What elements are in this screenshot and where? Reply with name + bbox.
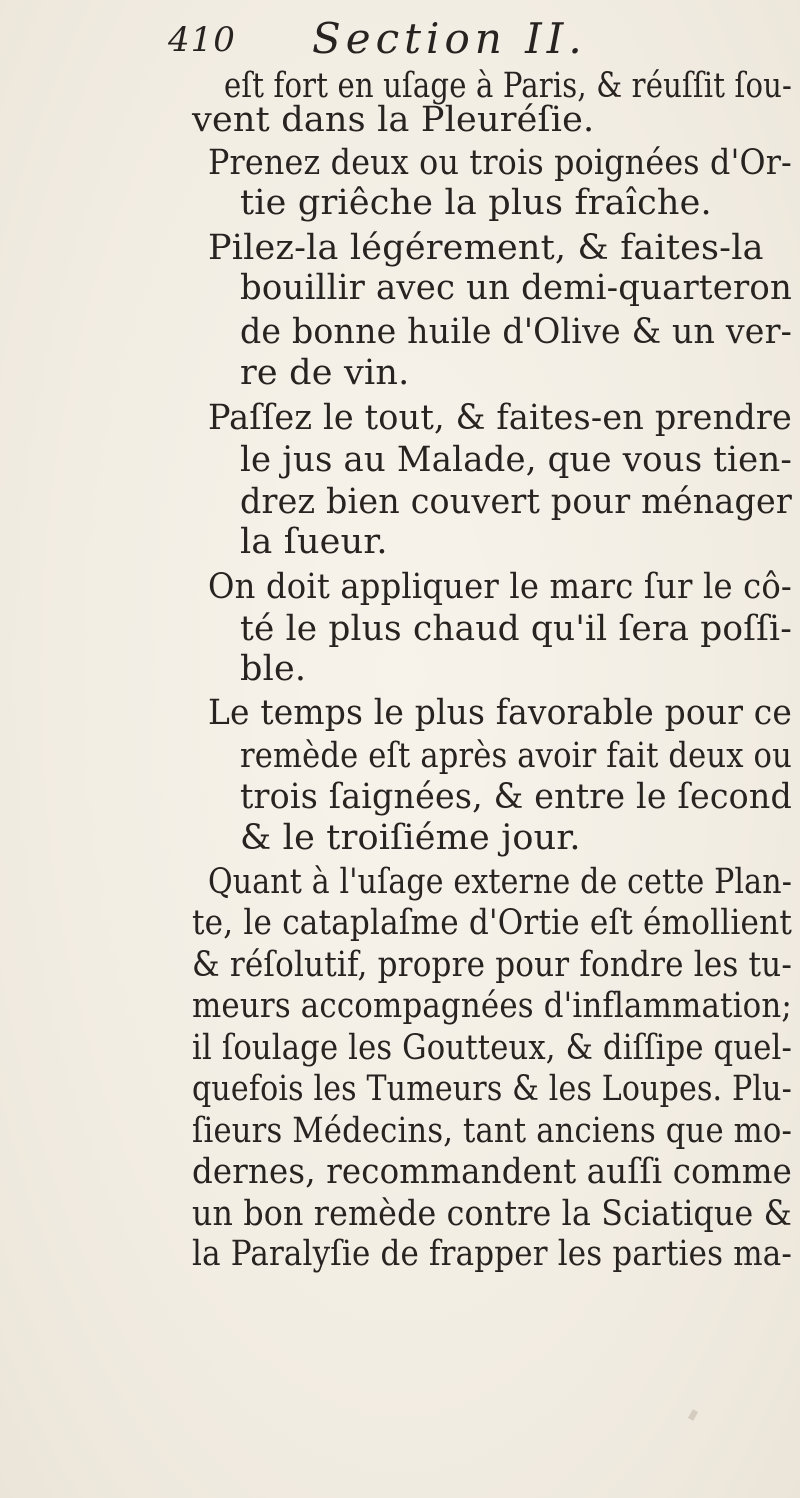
text-line: de bonne huile d'Olive & un ver‑ [240, 312, 793, 352]
text-line: la ſueur. [240, 522, 388, 562]
text-line: trois ſaignées, & entre le ſecond [240, 777, 792, 817]
text-line: Quant à l'uſage externe de cette Plan‑ [208, 862, 793, 902]
text-line: le jus au Malade, que vous tien‑ [240, 440, 792, 480]
text-line: ſieurs Médecins, tant anciens que mo‑ [192, 1111, 792, 1151]
page-header [168, 14, 768, 62]
text-line: il ſoulage les Goutteux, & diſſipe quel‑ [192, 1028, 792, 1068]
text-line: re de vin. [240, 353, 410, 393]
text-line: On doit appliquer le marc ſur le cô‑ [208, 567, 792, 607]
text-line: drez bien couvert pour ménager [240, 482, 792, 522]
text-line: Le temps le plus favorable pour ce [208, 693, 793, 733]
text-line: eſt fort en uſage à Paris, & réuſſit ſou‑ [224, 66, 792, 106]
text-line: Prenez deux ou trois poignées d'Or‑ [208, 143, 792, 183]
text-line: la Paralyſie de frapper les parties ma‑ [192, 1234, 792, 1274]
text-line: dernes, recommandent auſſi comme [192, 1152, 792, 1192]
page-number: 410 [168, 20, 236, 60]
text-line: tie griêche la plus fraîche. [240, 183, 712, 223]
text-line: te, le cataplaſme d'Ortie eſt émollient [192, 903, 793, 943]
text-line: meurs accompagnées d'inflammation; [192, 986, 793, 1026]
text-line: Paſſez le tout, & faites‑en prendre [208, 398, 793, 438]
text-line: Pilez‑la légérement, & faites‑la [208, 228, 764, 268]
text-line: vent dans la Pleuréſie. [192, 100, 595, 140]
text-line: remède eſt après avoir fait deux ou [240, 736, 792, 776]
running-title: Section II. [312, 14, 587, 63]
text-line: & le troiſiéme jour. [240, 818, 581, 858]
text-line: ble. [240, 649, 307, 689]
text-line: quefois les Tumeurs & les Loupes. Plu‑ [192, 1069, 792, 1109]
text-line: té le plus chaud qu'il ſera poſſi‑ [240, 609, 793, 649]
paper-mark [688, 1409, 698, 1421]
text-line: bouillir avec un demi‑quarteron [240, 268, 793, 308]
text-line: un bon remède contre la Sciatique & [192, 1194, 792, 1234]
text-line: & réſolutif, propre pour fondre les tu‑ [192, 945, 793, 985]
